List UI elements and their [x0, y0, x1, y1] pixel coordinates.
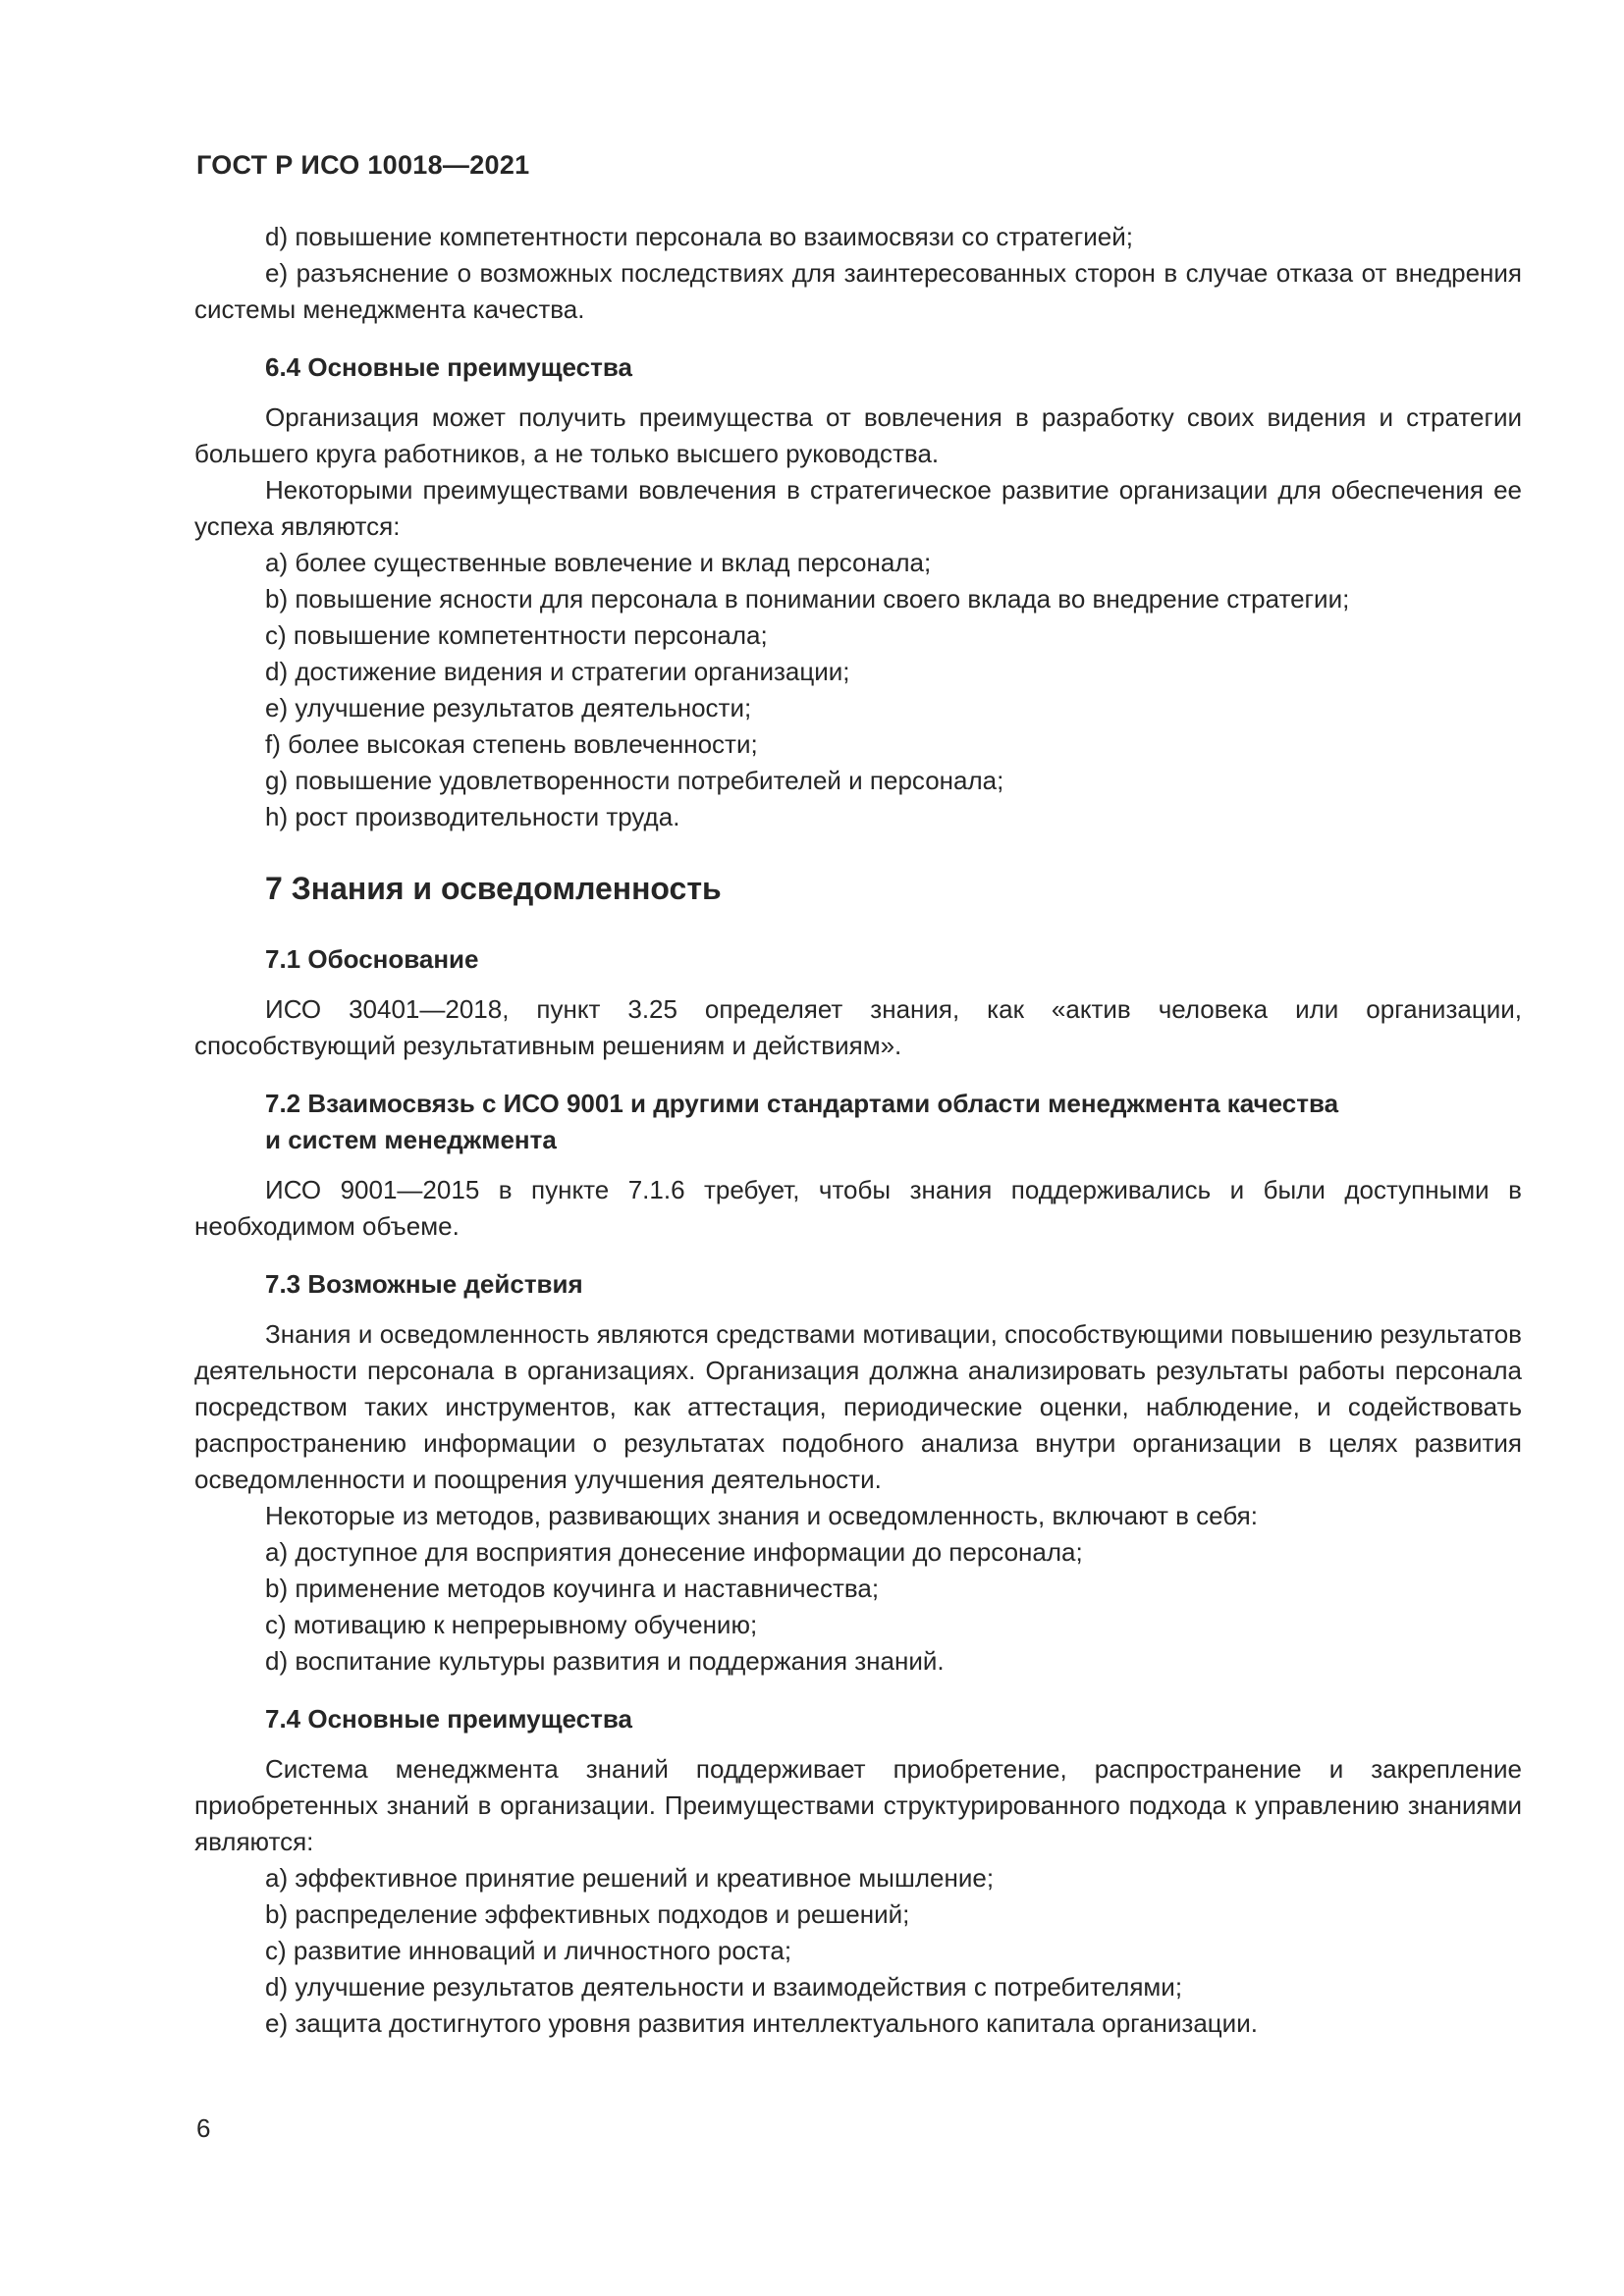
list-item: a) эффективное принятие решений и креативное мышление;: [265, 1863, 995, 1893]
list-item: d) достижение видения и стратегии организации;: [265, 657, 850, 686]
list-item: e) улучшение результатов деятельности;: [265, 693, 752, 722]
list-item: c) развитие инноваций и личностного роста;: [265, 1936, 792, 1965]
list-item: e) разъяснение о возможных последствиях для заинтересованных сторон в случае отказа от внедрения системы менеджмента качества.: [194, 258, 1522, 324]
section-heading-7-2-line1: 7.2 Взаимосвязь с ИСО 9001 и другими стандартами области менеджмента качества: [265, 1089, 1339, 1118]
section-heading-6-4: 6.4 Основные преимущества: [265, 352, 632, 382]
paragraph: Знания и осведомленность являются средствами мотивации, способствующими повышению результатов деятельности персонала в организациях. Организация должна анализировать результаты работы персонала посредством таких инструментов, как аттестация, периодические оценки, наблюдение, и содействовать распространению информации о результатах подобного анализа внутри организации в целях развития осведомленности и поощрения улучшения деятельности.: [194, 1319, 1522, 1494]
list-item: g) повышение удовлетворенности потребителей и персонала;: [265, 766, 1004, 795]
list-item: c) повышение компетентности персонала;: [265, 620, 768, 650]
document-header-standard-id: ГОСТ Р ИСО 10018—2021: [196, 150, 530, 180]
list-item: a) более существенные вовлечение и вклад персонала;: [265, 548, 932, 577]
list-item: b) применение методов коучинга и наставничества;: [265, 1574, 880, 1603]
paragraph: ИСО 9001—2015 в пункте 7.1.6 требует, чтобы знания поддерживались и были доступными в необходимом объеме.: [194, 1175, 1522, 1241]
page-number: 6: [196, 2113, 211, 2143]
list-item: b) распределение эффективных подходов и решений;: [265, 1899, 910, 1929]
list-item: b) повышение ясности для персонала в понимании своего вклада во внедрение стратегии;: [265, 584, 1350, 614]
section-heading-7-2: [194, 1086, 1522, 1158]
section-heading-7-4: 7.4 Основные преимущества: [265, 1704, 632, 1734]
paragraph: Некоторыми преимуществами вовлечения в стратегическое развитие организации для обеспечения ее успеха являются:: [194, 475, 1522, 541]
paragraph: Система менеджмента знаний поддерживает приобретение, распространение и закрепление приобретенных знаний в организации. Преимуществами структурированного подхода к управлению знаниями являются:: [194, 1754, 1522, 1856]
section-heading-7-1: 7.1 Обоснование: [265, 944, 479, 974]
list-item: f) более высокая степень вовлеченности;: [265, 729, 758, 759]
section-heading-7-3: 7.3 Возможные действия: [265, 1269, 583, 1299]
list-item: d) воспитание культуры развития и поддержания знаний.: [265, 1646, 945, 1676]
section-heading-7-2-line2: и систем менеджмента: [265, 1125, 557, 1154]
list-item: c) мотивацию к непрерывному обучению;: [265, 1610, 758, 1639]
paragraph: ИСО 30401—2018, пункт 3.25 определяет знания, как «актив человека или организации, способствующий результативным решениям и действиям».: [194, 994, 1522, 1060]
paragraph: Некоторые из методов, развивающих знания и осведомленность, включают в себя:: [265, 1501, 1258, 1530]
list-item: d) повышение компетентности персонала во взаимосвязи со стратегией;: [265, 222, 1133, 251]
list-item: d) улучшение результатов деятельности и взаимодействия с потребителями;: [265, 1972, 1183, 2002]
list-item: e) защита достигнутого уровня развития интеллектуального капитала организации.: [265, 2008, 1258, 2038]
section-heading-7: 7 Знания и осведомленность: [265, 871, 722, 906]
list-item: a) доступное для восприятия донесение информации до персонала;: [265, 1537, 1083, 1567]
paragraph: Организация может получить преимущества от вовлечения в разработку своих видения и стратегии большего круга работников, а не только высшего руководства.: [194, 402, 1522, 468]
list-item: h) рост производительности труда.: [265, 802, 680, 831]
document-body: [194, 219, 1522, 2042]
